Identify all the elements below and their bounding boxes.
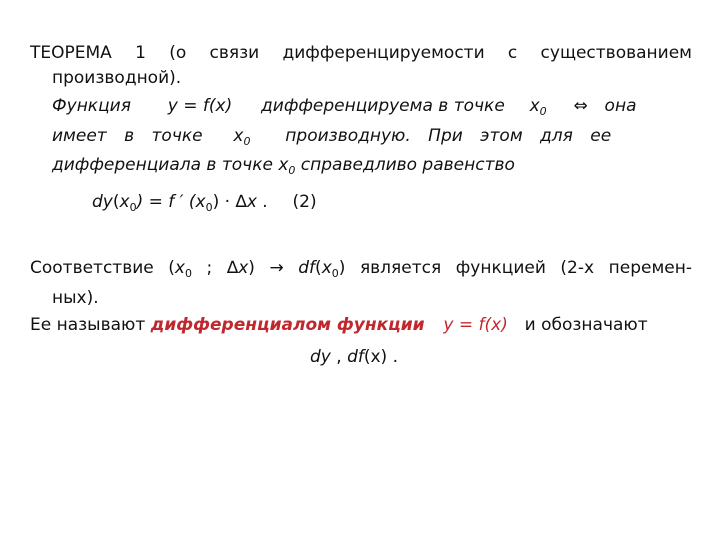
theorem-title-cont xyxy=(52,68,181,88)
theorem-statement-line-3 xyxy=(52,155,515,175)
statement-word: имеет в точке xyxy=(52,126,203,146)
statement-end: справедливо равенство xyxy=(300,155,515,175)
point-x: x xyxy=(529,96,540,116)
eq-sign: = xyxy=(177,96,203,116)
notation-sep: , xyxy=(330,347,348,367)
formula-dot: · xyxy=(224,192,231,212)
formula-dy: dy xyxy=(92,192,113,212)
statement-mid: дифференцируема в точке xyxy=(261,96,505,116)
statement-end: она xyxy=(604,96,637,116)
notation-period: . xyxy=(387,347,398,367)
statement-word: дифференциала в точке xyxy=(52,155,273,175)
corr-end: ных). xyxy=(52,288,99,308)
corr-sep: ; xyxy=(191,258,227,278)
notation-arg: (x) xyxy=(363,347,388,367)
corr-x-sub: 0 xyxy=(184,267,192,280)
formula-number: (2) xyxy=(292,192,317,212)
equivalence-symbol: ⇔ xyxy=(573,96,588,116)
statement-word: Функция xyxy=(52,96,131,116)
notation-dy: dy xyxy=(310,347,331,367)
statement-end: производную. При этом для ее xyxy=(285,126,612,146)
formula-delta-x: ∆x xyxy=(235,192,257,212)
formula-2: $dy(x_0) = f$ ′ $(x_0) \cdot \Delta x$ . (2) xyxy=(92,192,317,214)
theorem-statement-line-2 xyxy=(52,126,692,146)
corr-x2-sub: 0 xyxy=(331,267,339,280)
def-post: и обозначают xyxy=(524,315,648,335)
definition-line xyxy=(30,315,648,335)
point-x: x xyxy=(278,155,289,175)
formula-x: x xyxy=(119,192,130,212)
formula-x-sub: 0 xyxy=(205,201,213,214)
corr-df: df xyxy=(298,258,316,278)
theorem-title-text: ТЕОРЕМА 1 (о связи дифференцируемости с существованием xyxy=(30,43,692,63)
corr-post: ) является функцией (2-х перемен- xyxy=(338,258,692,278)
point-x-sub: 0 xyxy=(539,105,547,118)
point-x-sub: 0 xyxy=(243,135,251,148)
point-x: x xyxy=(233,126,244,146)
notation-df: df xyxy=(347,347,364,367)
notation-line xyxy=(310,347,398,367)
corr-delta-x: ∆x xyxy=(226,258,249,278)
theorem-title xyxy=(30,43,692,63)
formula-period: . xyxy=(262,192,268,212)
corr-pre: Соответствие ( xyxy=(30,258,175,278)
correspondence-line-2 xyxy=(52,288,99,308)
point-x-sub: 0 xyxy=(288,164,296,177)
corr-x2: x xyxy=(321,258,332,278)
corr-x: x xyxy=(174,258,185,278)
correspondence-line-1: Соответствие ($x_0$ ; $\Delta x) \to df(x_0)$ является функцией (2-х перемен- xyxy=(30,258,692,280)
theorem-statement-line-1 xyxy=(52,96,692,116)
def-pre: Ее называют xyxy=(30,315,151,335)
func-f: f xyxy=(202,96,209,116)
formula-x-sub: 0 xyxy=(129,201,137,214)
func-arg: (x) xyxy=(208,96,233,116)
formula-derivative: ) = f ′ ( xyxy=(136,192,196,212)
def-function: y = f(x) xyxy=(443,315,508,335)
arrow-icon: ) → xyxy=(248,258,299,278)
func-y: y xyxy=(167,96,178,116)
def-term: дифференциалом функции xyxy=(150,315,425,335)
theorem-title-cont-text: производной). xyxy=(52,68,182,88)
formula-x: x xyxy=(195,192,206,212)
